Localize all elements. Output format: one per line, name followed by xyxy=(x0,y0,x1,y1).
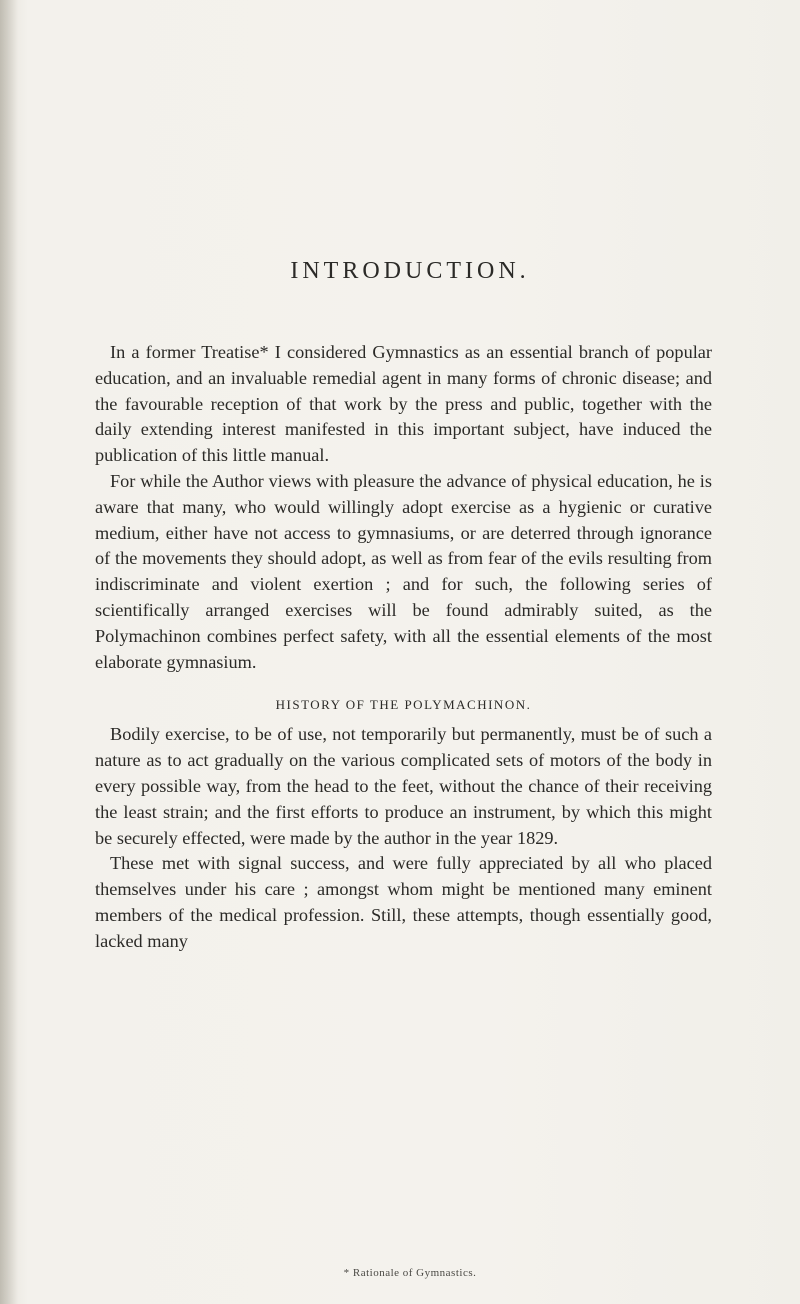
paragraph-2: For while the Author views with pleasure the advance of physical education, he is aware that many, who would willingly adopt exercise as a hygienic or curative medium, either have not access to gymnasiums, or are deterred through ignorance of the movements they should adopt, as well as from fear of the evils resulting from indiscriminate and violent exertion ; and for such, the following series of scientifically arranged exercises will be found admirably suited, as the Polymachinon combines perfect safety, with all the essential elements of the most elaborate gymnasium. xyxy=(95,470,712,672)
paragraph-1: In a former Treatise* I considered Gymnastics as an essential branch of popular education, and an invaluable remedial agent in many forms of chronic disease; and the favourable reception of that work by the press and public, together with the daily extending interest manifested in this important subject, have induced the publication of this little manual. xyxy=(95,342,712,466)
footnote: * Rationale of Gymnastics. xyxy=(343,1267,477,1279)
body-text xyxy=(95,340,712,955)
paragraph-4: These met with signal success, and were fully appreciated by all who placed themselves under his care ; amongst whom might be mentioned many eminent members of the medical profession. Still, these attempts, though essentially good, lacked many xyxy=(95,853,712,951)
section-heading: HISTORY OF THE POLYMACHINON. xyxy=(275,697,532,713)
page-gutter-shadow xyxy=(0,0,18,1304)
page-title: INTRODUCTION. xyxy=(290,258,530,284)
paragraph-3: Bodily exercise, to be of use, not temporarily but permanently, must be of such a nature as to act gradually on the various complicated sets of motors of the body in every possible way, from the head to the feet, without the chance of their receiving the least strain; and the first efforts to produce an instrument, by which this might be securely effected, were made by the author in the year 1829. xyxy=(95,724,712,848)
